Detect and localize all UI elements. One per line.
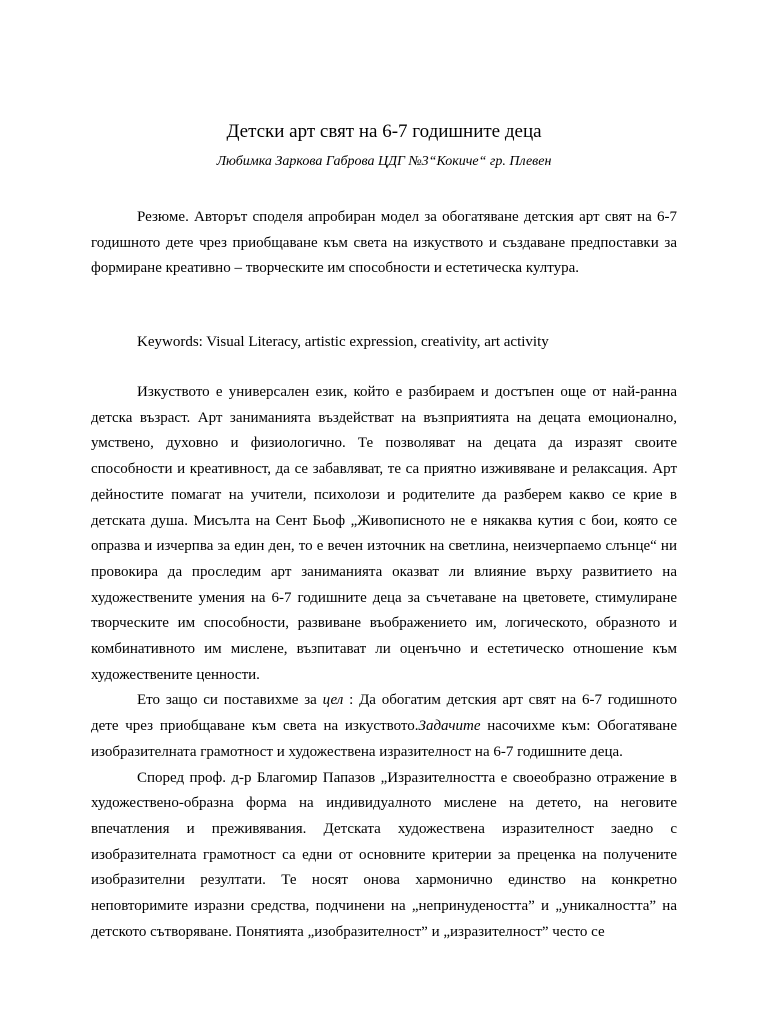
author-line: Любимка Заркова Габрова ЦДГ №3“Кокиче“ гр. Плевен — [216, 154, 552, 169]
paragraph-2-part-1: Ето защо си поставихме за — [137, 692, 323, 709]
main-text — [91, 380, 677, 945]
body-paragraph-3: Според проф. д-р Благомир Папазов „Изразителността е своеобразно отражение в художествено-образна форма на индивидуалното мислене на детето, на неговите впечатления и преживявания. Детската художествена изразителност заедно с изобразителната грамотност са едни от основните критерии за преценка на получените изобразителни резултати. Те носят онова хармонично единство на конкретно неповторимите изразни средства, подчинени на „непринудеността” и „уникалността” на детското сътворяване. Понятията „изобразителност” и „изразителност” често се — [91, 769, 677, 940]
goal-word: цел — [322, 692, 344, 709]
body-paragraph-2 — [91, 688, 677, 765]
document-title: Детски арт свят на 6-7 годишните деца — [226, 121, 542, 142]
paragraph-2-part-2: : Да обогатим детския арт свят на 6-7 годишното дете чрез приобщаване към света на изкуството. — [91, 692, 677, 735]
keywords-line: Keywords: Visual Literacy, artistic expression, creativity, art activity — [137, 334, 549, 350]
body-paragraph-1: Изкуството е универсален език, който е разбираем и достъпен още от най-ранна детска възраст. Арт заниманията въздействат на възприятията на децата емоционално, умствено, духовно и физиологично. Те позволяват на децата да изразят своите способности и креативност, да се забавляват, те са приятно изживяване и релаксация. Арт дейностите помагат на учители, психолози и родителите да разберем какво се крие в детската душа. Мисълта на Сент Бьоф „Живописното не е някаква кутия с бои, която се опразва и изчерпва за един ден, то е вечен източник на светлина, неизчерпаемо слънце“ ни провокира да проследим арт заниманията оказват ли влияние върху развитието на художествените умения на 6-7 годишните деца за съчетаване на цветовете, стимулиране творческите им способности, развиване въображението им, логическото, образното и комбинативното им мислене, възпитават ли оценъчно и естетическо отношение към художествените ценности. — [91, 384, 677, 683]
tasks-word: Задачите — [418, 718, 481, 735]
paragraph-2-part-3: насочихме към: Обогатяване изобразителната грамотност и художествена изразителност на 6-7 годишните деца. — [91, 718, 677, 760]
abstract-paragraph: Резюме. Авторът споделя апробиран модел за обогатяване детския арт свят на 6-7 годишното дете чрез приобщаване към света на изкуството и създаване предпоставки за формиране креативно – творческите им способности и естетическа култура. — [91, 209, 677, 277]
